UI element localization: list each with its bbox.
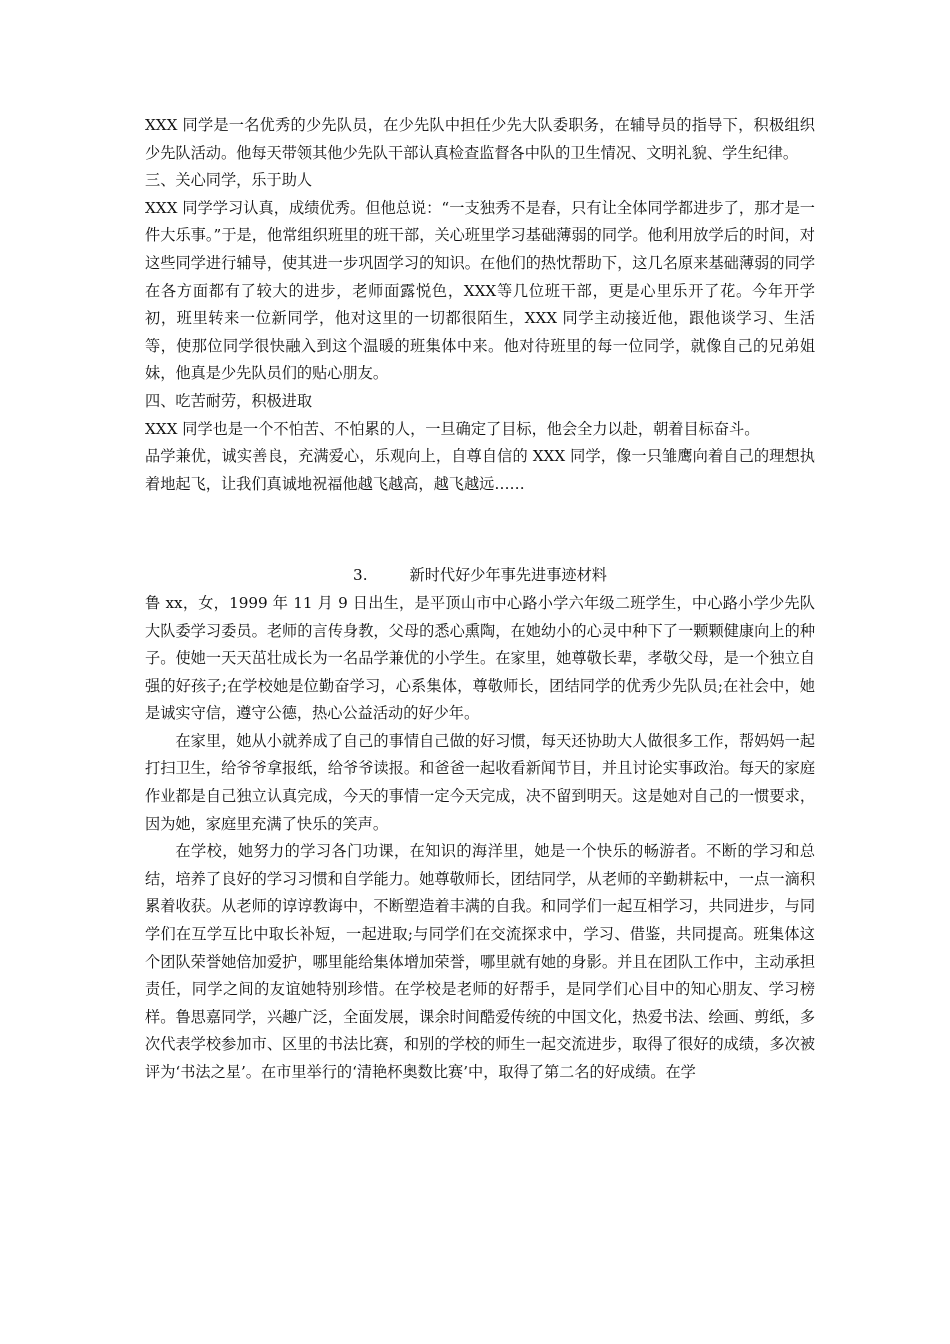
paragraph-duty: XXX 同学是一名优秀的少先队员，在少先队中担任少先大队委职务，在辅导员的指导下，积极组织少先队活动。他每天带领其他少先队干部认真检查监督各中队的卫生情况、文明礼貌、学生纪律。	[145, 116, 815, 162]
section-title	[145, 562, 815, 590]
section-spacer	[145, 498, 815, 562]
paragraph-at-school: 在学校，她努力的学习各门功课，在知识的海洋里，她是一个快乐的畅游者。不断的学习和总结，培养了良好的学习习惯和自学能力。她尊敬师长，团结同学，从老师的辛勤耕耘中，一点一滴积累着收获。从老师的谆谆教诲中，不断塑造着丰满的自我。和同学们一起互相学习，共同进步，与同学们在互学互比中取长补短，一起进取;与同学们在交流探求中，学习、借鉴，共同提高。班集体这个团队荣誉她倍加爱护，哪里能给集体增加荣誉，哪里就有她的身影。并且在团队工作中，主动承担责任，同学之间的友谊她特别珍惜。在学校是老师的好帮手，是同学们心目中的知心朋友、学习榜样。鲁思嘉同学，兴趣广泛，全面发展，课余时间酷爱传统的中国文化，热爱书法、绘画、剪纸，多次代表学校参加市、区里的书法比赛，和别的学校的师生一起交流进步，取得了很好的成绩，多次被评为‘书法之星’。在市里举行的‘清艳杯奥数比赛’中，取得了第二名的好成绩。在学	[145, 842, 815, 1081]
paragraph-intro: 鲁 xx，女，1999 年 11 月 9 日出生，是平顶山市中心路小学六年级二班学生，中心路小学少先队大队委学习委员。老师的言传身教，父母的悉心熏陶，在她幼小的心灵中种下了一颗颗健康向上的种子。使她一天天茁壮成长为一名品学兼优的小学生。在家里，她尊敬长辈，孝敬父母，是一个独立自强的好孩子;在学校她是位勤奋学习，心系集体，尊敬师长，团结同学的优秀少先队员;在社会中，她是诚实守信，遵守公德，热心公益活动的好少年。	[145, 593, 815, 723]
paragraph-closing: 品学兼优，诚实善良，充满爱心，乐观向上，自尊自信的 XXX 同学，像一只雏鹰向着自己的理想执着地起飞，让我们真诚地祝福他越飞越高，越飞越远……	[145, 447, 815, 493]
heading-section-three: 三、关心同学，乐于助人	[145, 171, 313, 190]
paragraph-helping-classmates: XXX 同学学习认真，成绩优秀。但他总说：“一支独秀不是春，只有让全体同学都进步了，那才是一件大乐事。”于是，他常组织班里的班干部，关心班里学习基础薄弱的同学。他利用放学后的时间，对这些同学进行辅导，使其进一步巩固学习的知识。在他们的热忱帮助下，这几名原来基础薄弱的同学在各方面都有了较大的进步，老师面露悦色，XXX等几位班干部，更是心里乐开了花。今年开学初，班里转来一位新同学，他对这里的一切都很陌生，XXX 同学主动接近他，跟他谈学习、生活等，使那位同学很快融入到这个温暖的班集体中来。他对待班里的每一位同学，就像自己的兄弟姐妹，他真是少先队员们的贴心朋友。	[145, 198, 815, 383]
section-title-text: 新时代好少年事先进事迹材料	[409, 566, 607, 585]
document-page	[145, 112, 815, 1087]
paragraph-at-home: 在家里，她从小就养成了自己的事情自己做的好习惯，每天还协助大人做很多工作，帮妈妈一起打扫卫生，给爷爷拿报纸，给爷爷读报。和爸爸一起收看新闻节目，并且讨论实事政治。每天的家庭作业都是自己独立认真完成，今天的事情一定今天完成，决不留到明天。这是她对自己的一惯要求，因为她，家庭里充满了快乐的笑声。	[145, 731, 815, 833]
heading-section-four: 四、吃苦耐劳，积极进取	[145, 391, 313, 410]
section-number: 3.	[353, 566, 368, 585]
paragraph-hardworking: XXX 同学也是一个不怕苦、不怕累的人，一旦确定了目标，他会全力以赴，朝着目标奋斗。	[145, 419, 760, 438]
